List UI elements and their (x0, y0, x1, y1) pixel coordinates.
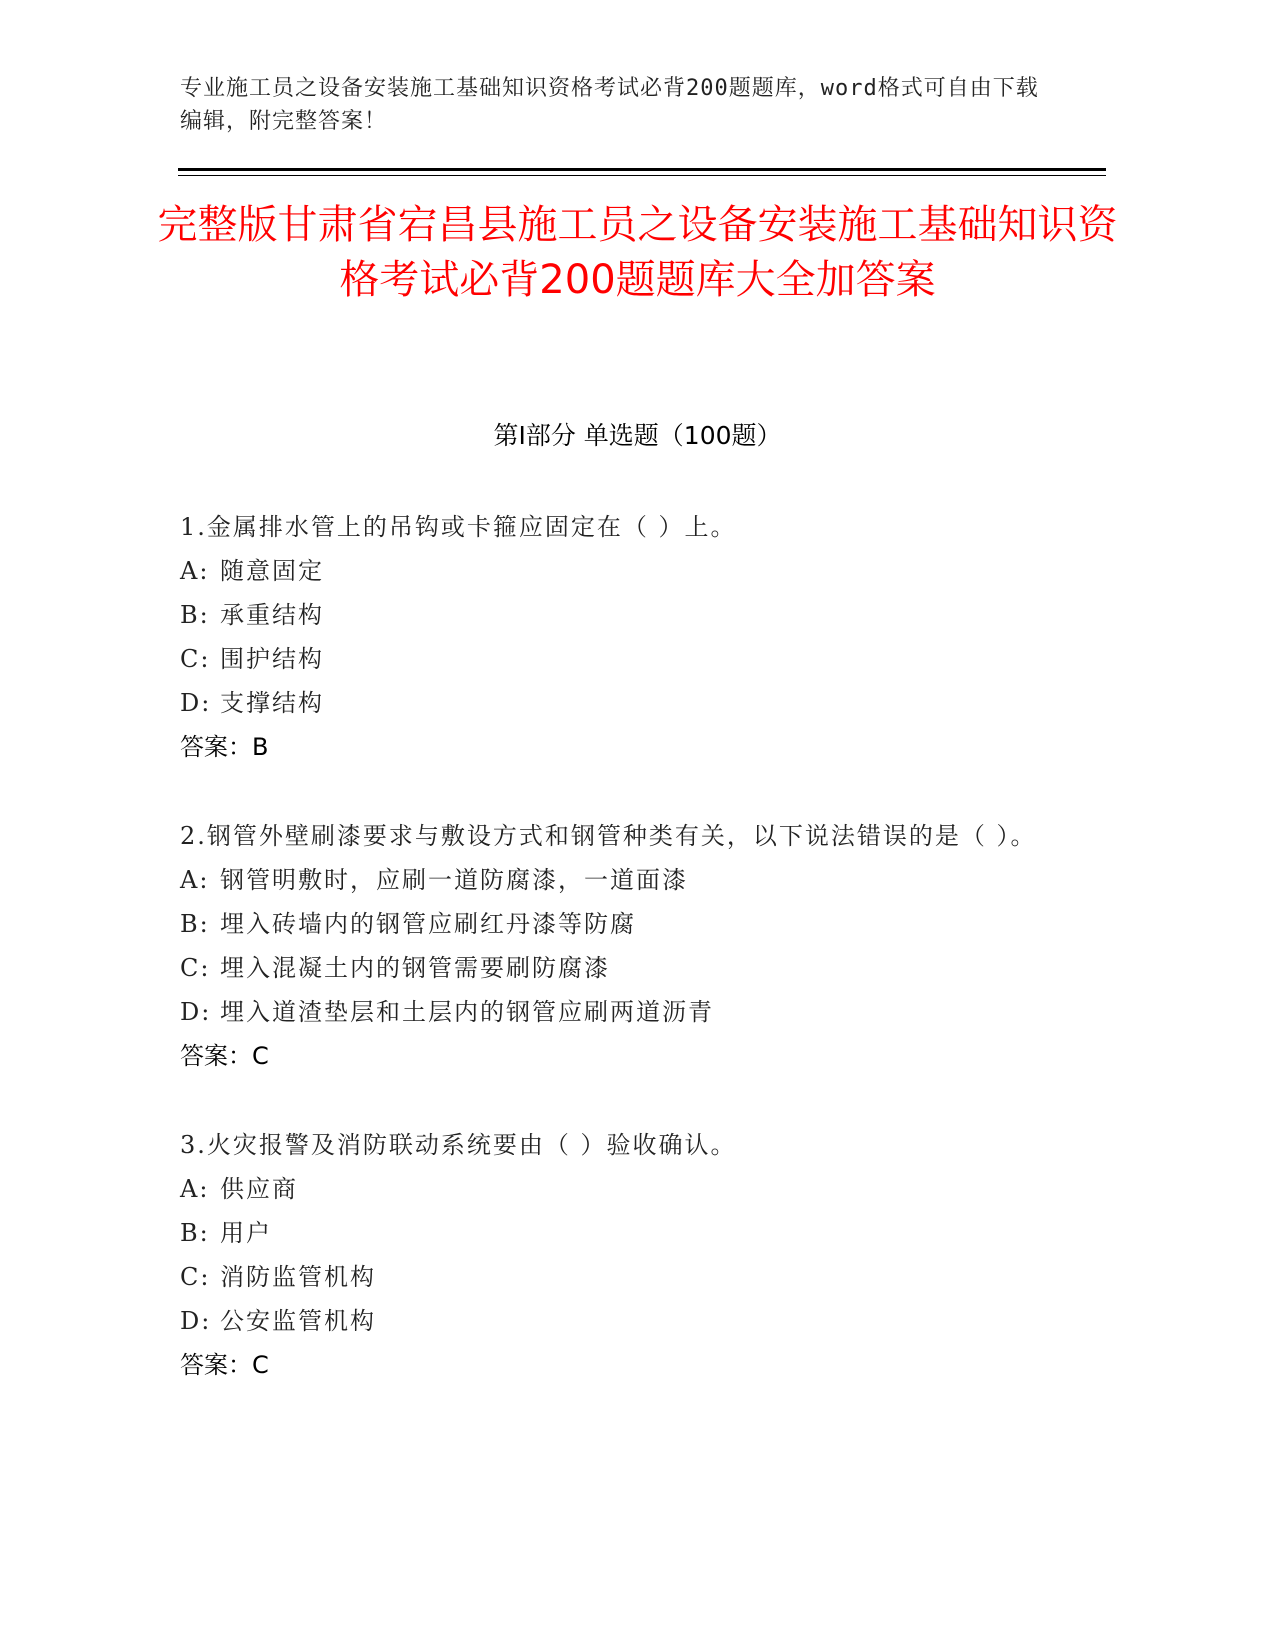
answer-label: 答案： (180, 1042, 252, 1070)
question-stem: 1.金属排水管上的吊钩或卡箍应固定在（ ）上。 (180, 513, 737, 541)
option-key: B: (180, 1219, 210, 1247)
section-title: 第Ⅰ部分 单选题（100题） (493, 421, 782, 450)
option-key: D: (180, 1307, 212, 1335)
header-note: 专业施工员之设备安装施工基础知识资格考试必背200题题库，word格式可自由下载编辑，附完整答案！ (180, 76, 1039, 134)
option-key: A: (180, 557, 210, 585)
option-key: A: (180, 866, 210, 894)
question-stem: 3.火灾报警及消防联动系统要由（ ）验收确认。 (180, 1131, 737, 1159)
option-b (180, 593, 1060, 637)
answer-value: B (252, 733, 269, 761)
answer-line (180, 725, 1060, 769)
option-text: 埋入道渣垫层和土层内的钢管应刷两道沥青 (220, 998, 714, 1026)
option-c (180, 946, 1060, 990)
option-text: 围护结构 (220, 645, 324, 673)
option-a (180, 1167, 1060, 1211)
option-key: C: (180, 954, 211, 982)
option-d (180, 990, 1060, 1034)
option-text: 埋入混凝土内的钢管需要刷防腐漆 (220, 954, 610, 982)
option-a (180, 549, 1060, 593)
answer-label: 答案： (180, 733, 252, 761)
option-key: B: (180, 910, 210, 938)
question-3 (180, 1123, 1060, 1387)
option-text: 用户 (220, 1219, 272, 1247)
option-key: D: (180, 689, 212, 717)
question-stem: 2.钢管外壁刷漆要求与敷设方式和钢管种类有关，以下说法错误的是（ ）。 (180, 822, 1037, 850)
option-b (180, 902, 1060, 946)
option-key: A: (180, 1175, 210, 1203)
option-a (180, 858, 1060, 902)
option-key: B: (180, 601, 210, 629)
option-text: 供应商 (220, 1175, 298, 1203)
document-title: 完整版甘肃省宕昌县施工员之设备安装施工基础知识资格考试必背200题题库大全加答案 (157, 202, 1118, 303)
answer-value: C (252, 1042, 269, 1070)
option-text: 公安监管机构 (220, 1307, 376, 1335)
answer-line (180, 1343, 1060, 1387)
option-text: 随意固定 (220, 557, 324, 585)
option-text: 埋入砖墙内的钢管应刷红丹漆等防腐 (220, 910, 636, 938)
option-d (180, 681, 1060, 725)
option-text: 钢管明敷时，应刷一道防腐漆，一道面漆 (220, 866, 688, 894)
option-key: C: (180, 645, 211, 673)
option-text: 消防监管机构 (220, 1263, 376, 1291)
option-d (180, 1299, 1060, 1343)
option-text: 支撑结构 (220, 689, 324, 717)
option-c (180, 637, 1060, 681)
answer-value: C (252, 1351, 269, 1379)
question-1 (180, 505, 1060, 769)
option-text: 承重结构 (220, 601, 324, 629)
option-b (180, 1211, 1060, 1255)
answer-line (180, 1034, 1060, 1078)
question-2 (180, 814, 1060, 1078)
question-list (180, 505, 1060, 1387)
answer-label: 答案： (180, 1351, 252, 1379)
header-rule-thick (178, 168, 1106, 171)
option-key: C: (180, 1263, 211, 1291)
option-key: D: (180, 998, 212, 1026)
header-rule-thin (178, 175, 1106, 176)
option-c (180, 1255, 1060, 1299)
